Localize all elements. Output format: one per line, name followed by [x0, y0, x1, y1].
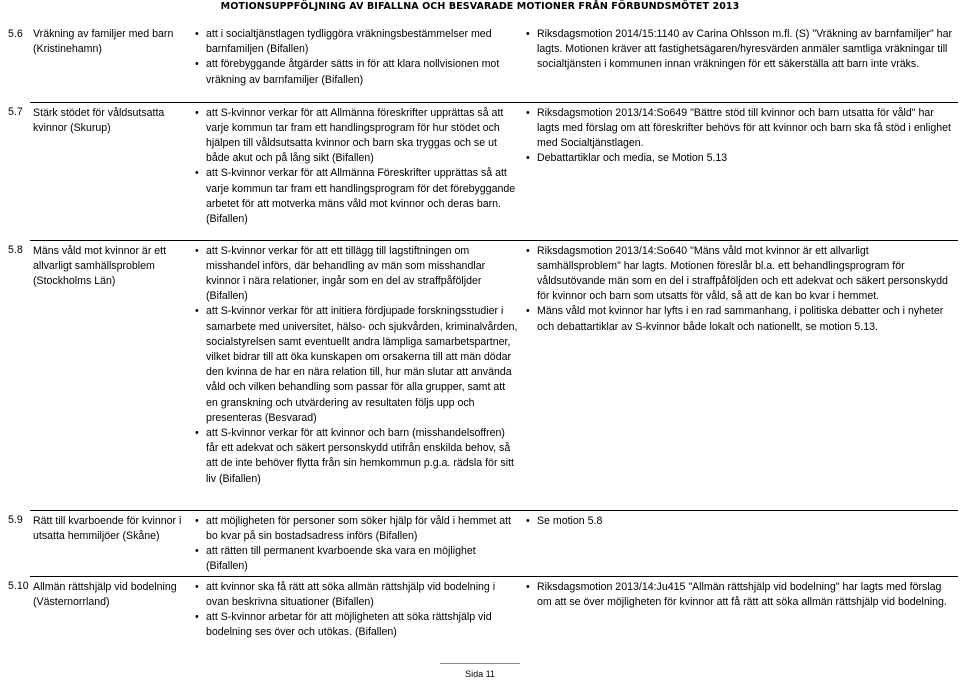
decision-cell	[190, 24, 521, 102]
followup-item: • Riksdagsmotion 2014/15:1140 av Carina Ohlsson m.fl. (S) "Vräkning av barnfamiljer" har lagts. Motionen kräver att fastighetsägaren/hyresvärden anmäler samtliga vräkningar till socialtjänsten i kommunen innan vräkningen för ett säkerställa att barn inte vräks.	[524, 27, 955, 73]
table-row	[2, 24, 958, 102]
followup-item: • Riksdagsmotion 2013/14:So649 "Bättre stöd till kvinnor och barn utsatta för våld" har lagts med förslag om att föreskrifter behövs för att kvinnor och barn ska få stöd i enlighet med Socialtjänstlagen.	[524, 106, 955, 152]
decision-item: • att S-kvinnor verkar för att Allmänna föreskrifter upprättas så att varje kommun tar fram ett handlingsprogram för hur stödet och hjälpen till våldsutsatta kvinnor och barn ska tryggas och se ut både akut och på lång sikt (Bifallen)	[193, 106, 518, 167]
followup-item: • Riksdagsmotion 2013/14:So640 "Mäns våld mot kvinnor är ett allvarligt samhällsproblem" har lagts. Motionen föreslår bl.a. ett behandlingsprogram för våldsutövande män som en del i straffpåföljden och ett adekvat och säkert personskydd för kvinnor och barn som utsatts för våld, så att de kan bo kvar i hemmet.	[524, 244, 955, 305]
decision-item: • att S-kvinnor arbetar för att möjligheten att söka rättshjälp vid bodelning ses över och utökas. (Bifallen)	[193, 610, 518, 640]
motion-title: Mäns våld mot kvinnor är ett allvarligt samhällsproblem (Stockholms Län)	[30, 240, 190, 510]
motion-number: 5.8	[8, 244, 23, 256]
followup-cell	[521, 102, 958, 240]
decision-item: • att möjligheten för personer som söker hjälp för våld i hemmet att bo kvar på sin bostadsadress införs (Bifallen)	[193, 514, 518, 544]
decision-item: • att S-kvinnor verkar för att Allmänna Föreskrifter upprättas så att varje kommun tar fram ett handlingsprogram för det förebyggande arbetet för att motverka mäns våld mot kvinnor och deras barn. (Bifallen)	[193, 166, 518, 227]
page-number: Sida 11	[465, 669, 495, 679]
motion-title: Rätt till kvarboende för kvinnor i utsatta hemmiljöer (Skåne)	[30, 510, 190, 576]
decision-cell	[190, 240, 521, 510]
decision-cell	[190, 102, 521, 240]
motion-title: Allmän rättshjälp vid bodelning (Västernorrland)	[30, 576, 190, 640]
followup-item: • Riksdagsmotion 2013/14:Ju415 "Allmän rättshjälp vid bodelning" har lagts med förslag om att se över möjligheten för kvinnor att få rätt att söka allmän rättshjälp vid bodelning.	[524, 580, 955, 610]
decision-item: • att i socialtjänstlagen tydliggöra vräkningsbestämmelser med barnfamiljen (Bifallen)	[193, 27, 518, 57]
motion-followup-table	[2, 24, 958, 640]
followup-cell	[521, 510, 958, 576]
decision-cell	[190, 576, 521, 640]
motion-number: 5.6	[8, 28, 23, 40]
motion-title: Vräkning av familjer med barn (Kristinehamn)	[33, 28, 174, 56]
followup-item: • Se motion 5.8	[524, 514, 955, 529]
motion-number: 5.10	[8, 580, 29, 592]
decision-cell	[190, 510, 521, 576]
decision-item: • att förebyggande åtgärder sätts in för att klara nollvisionen mot vräkning av barnfamiljer (Bifallen)	[193, 57, 518, 87]
table-row	[2, 102, 958, 240]
decision-item: • att S-kvinnor verkar för att initiera fördjupade forskningsstudier i samarbete med universitet, hälso- och sjukvården, kriminalvården, socialstyrelsen samt eventuellt andra lämpliga samarbetspartner, vilket bidrar till att öka kunskapen om orsakerna till att män dödar den kvinna de har en nära relation till, hur män slutar att använda våld och vilken behandling som passar för alla grupper, samt att en granskning och utvärdering av resultaten följs upp och presenteras (Besvarad)	[193, 304, 518, 426]
decision-item: • att S-kvinnor verkar för att kvinnor och barn (misshandelsoffren) får ett adekvat och säkert personskydd utifrån enskilda behov, så att de inte behöver flytta från sin hemkommun p.g.a. rädsla för sitt liv (Bifallen)	[193, 426, 518, 487]
motion-number: 5.9	[8, 514, 23, 526]
table-row	[2, 510, 958, 576]
decision-item: • att kvinnor ska få rätt att söka allmän rättshjälp vid bodelning i ovan beskrivna situationer (Bifallen)	[193, 580, 518, 610]
table-row	[2, 240, 958, 510]
followup-item: • Debattartiklar och media, se Motion 5.13	[524, 151, 955, 166]
decision-item: • att rätten till permanent kvarboende ska vara en möjlighet (Bifallen)	[193, 544, 518, 574]
motion-title: Stärk stödet för våldsutsatta kvinnor (Skurup)	[30, 102, 190, 240]
followup-cell	[521, 24, 958, 102]
motion-number: 5.7	[8, 106, 23, 118]
footer-divider	[440, 663, 520, 664]
followup-item: • Mäns våld mot kvinnor har lyfts i en rad sammanhang, i politiska debatter och i nyheter och debattartiklar av S-kvinnor både lokalt och nationellt, se motion 5.13.	[524, 304, 955, 334]
page-header: MOTIONSUPPFÖLJNING AV BIFALLNA OCH BESVARADE MOTIONER FRÅN FÖRBUNDSMÖTET 2013	[220, 1, 740, 12]
table-row	[2, 576, 958, 640]
decision-item: • att S-kvinnor verkar för att ett tillägg till lagstiftningen om misshandel införs, där behandling av män som misshandlar kvinnor i nära relationer, ingår som en del av straffpåföljder (Bifallen)	[193, 244, 518, 305]
followup-cell	[521, 576, 958, 640]
followup-cell	[521, 240, 958, 510]
